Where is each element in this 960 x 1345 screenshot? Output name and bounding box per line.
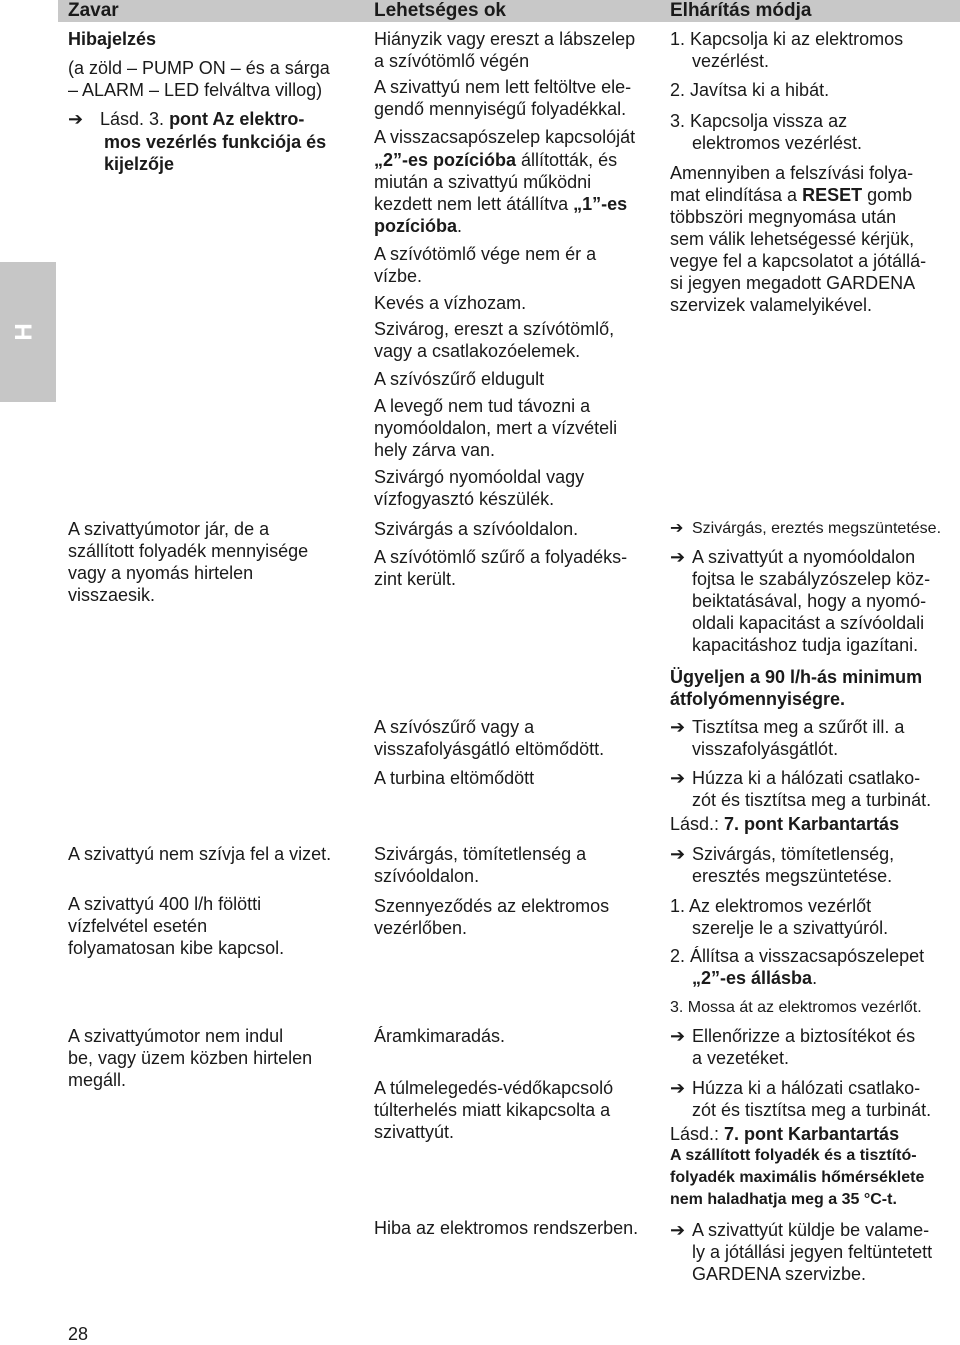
arrow-icon: ➔ (670, 1220, 686, 1240)
remedy-note: Amennyiben a felszívási folya- (670, 163, 914, 183)
remedy-step: ➔ Szivárgás, tömítetlenség, (670, 844, 895, 864)
arrow-icon: ➔ (670, 844, 686, 864)
problem-text: visszaesik. (68, 585, 156, 605)
cause-text: nyomóoldalon, mert a vízvételi (374, 418, 618, 438)
header-cause: Lehetséges ok (374, 0, 506, 21)
cause-text: miután a szivattyú működni (374, 172, 592, 192)
remedy-step: GARDENA szervizbe. (692, 1264, 867, 1284)
cause-text: pozícióba. (374, 216, 463, 236)
cause-text: Kevés a vízhozam. (374, 293, 527, 313)
language-tab-label: H (10, 323, 38, 341)
remedy-step: ➔ Szivárgás, ereztés megszüntetése. (670, 518, 941, 540)
problem-text: vagy a nyomás hirtelen (68, 563, 254, 583)
cause-text: hely zárva van. (374, 440, 496, 460)
remedy-step: ➔ Ellenőrizze a biztosítékot és (670, 1026, 916, 1046)
problem-reference: ➔ Lásd. 3. pont Az elektro- (68, 109, 305, 129)
cause-text: gendő mennyiségű folyadékkal. (374, 99, 627, 119)
cause-text: „2”-es pozícióba állították, és (374, 150, 618, 170)
problem-text: A szivattyúmotor nem indul (68, 1026, 284, 1046)
remedy-note: vegye fel a kapcsolatot a jótállá- (670, 251, 927, 271)
cause-text: A szívószűrő vagy a (374, 717, 535, 737)
remedy-step: zót és tisztítsa meg a turbinát. (692, 790, 932, 810)
remedy-step: ly a jótállási jegyen feltüntetett (692, 1242, 933, 1262)
language-tab (0, 262, 56, 402)
remedy-note: többszöri megnyomása után (670, 207, 897, 227)
remedy-step: ➔ A szivattyút küldje be valame- (670, 1220, 930, 1240)
cause-text: A túlmelegedés-védőkapcsoló (374, 1078, 614, 1098)
cause-text: Szivárgás, tömítetlenség a (374, 844, 587, 864)
cause-text: a szívótömlő végén (374, 51, 530, 71)
problem-text: (a zöld – PUMP ON – és a sárga (68, 58, 330, 78)
remedy-reference: Lásd.: 7. pont Karbantartás (670, 1124, 900, 1144)
remedy-step: 3. Kapcsolja vissza az (670, 111, 848, 131)
arrow-icon: ➔ (670, 520, 684, 537)
remedy-reference: Lásd.: 7. pont Karbantartás (670, 814, 900, 834)
cause-text: Áramkimaradás. (374, 1026, 506, 1046)
problem-text: folyamatosan kibe kapcsol. (68, 938, 285, 958)
problem-text: A szivattyú nem szívja fel a vizet. (68, 844, 332, 864)
remedy-step: fojtsa le szabályzószelep köz- (692, 569, 931, 589)
remedy-note: folyadék maximális hőmérséklete (670, 1169, 925, 1186)
remedy-step: ➔ A szivattyút a nyomóoldalon (670, 547, 916, 567)
remedy-step: elektromos vezérlést. (692, 133, 863, 153)
remedy-note: mat elindítása a RESET gomb (670, 185, 913, 205)
problem-text: A szivattyú 400 l/h fölötti (68, 894, 262, 914)
cause-text: Szennyeződés az elektromos (374, 896, 610, 916)
cause-text: szívóoldalon. (374, 866, 480, 886)
header-remedy: Elhárítás módja (670, 0, 812, 21)
remedy-step: beiktatásával, hogy a nyomó- (692, 591, 927, 611)
cause-text: A szivattyú nem lett feltöltve ele- (374, 77, 632, 97)
remedy-step: 2. Javítsa ki a hibát. (670, 80, 830, 100)
cause-text: A visszacsapószelep kapcsolóját (374, 127, 636, 147)
problem-text: – ALARM – LED felváltva villog) (68, 80, 323, 100)
remedy-step: eresztés megszüntetése. (692, 866, 893, 886)
cause-text: A szívótömlő vége nem ér a (374, 244, 597, 264)
problem-reference: mos vezérlés funkciója és (104, 132, 327, 152)
cause-text: A levegő nem tud távozni a (374, 396, 591, 416)
cause-text: A szívószűrő eldugult (374, 369, 545, 389)
remedy-note: sem válik lehetségessé kérjük, (670, 229, 915, 249)
remedy-note: átfolyómennyiségre. (670, 689, 846, 709)
remedy-note: si jegyen megadott GARDENA (670, 273, 916, 293)
cause-text: Szivárog, ereszt a szívótömlő, (374, 319, 615, 339)
cause-text: Hiányzik vagy ereszt a lábszelep (374, 29, 636, 49)
problem-text: szállított folyadék mennyisége (68, 541, 309, 561)
remedy-step: kapacitáshoz tudja igazítani. (692, 635, 919, 655)
cause-text: vagy a csatlakozóelemek. (374, 341, 581, 361)
problem-reference: kijelzője (104, 154, 175, 174)
remedy-step: 1. Az elektromos vezérlőt (670, 896, 872, 916)
arrow-icon: ➔ (670, 768, 686, 788)
remedy-step: oldali kapacitást a szívóoldali (692, 613, 925, 633)
cause-text: vezérlőben. (374, 918, 468, 938)
remedy-step: 2. Állítsa a visszacsapószelepet (670, 946, 925, 966)
cause-text: zint került. (374, 569, 457, 589)
cause-text: Hiba az elektromos rendszerben. (374, 1218, 639, 1238)
remedy-step: visszafolyásgátlót. (692, 739, 839, 759)
cause-text: Szivárgó nyomóoldal vagy (374, 467, 585, 487)
arrow-icon: ➔ (670, 1078, 686, 1098)
remedy-step: szerelje le a szivattyúról. (692, 918, 889, 938)
arrow-icon: ➔ (670, 1026, 686, 1046)
problem-text: be, vagy üzem közben hirtelen (68, 1048, 313, 1068)
arrow-icon: ➔ (670, 547, 686, 567)
remedy-note: nem haladhatja meg a 35 °C-t. (670, 1191, 897, 1208)
remedy-step: 3. Mossa át az elektromos vezérlőt. (670, 999, 922, 1016)
remedy-step: 1. Kapcsolja ki az elektromos (670, 29, 904, 49)
remedy-step: ➔ Tisztítsa meg a szűrőt ill. a (670, 717, 905, 737)
cause-text: Szivárgás a szívóoldalon. (374, 519, 579, 539)
remedy-note: szervizek valamelyikével. (670, 295, 873, 315)
cause-text: A szívótömlő szűrő a folyadéks- (374, 547, 628, 567)
remedy-step: vezérlést. (692, 51, 770, 71)
table-header (58, 0, 960, 22)
problem-text: A szivattyúmotor jár, de a (68, 519, 270, 539)
problem-text: megáll. (68, 1070, 127, 1090)
cause-text: kezdett nem lett átállítva „1”-es (374, 194, 628, 214)
remedy-step: ➔ Húzza ki a hálózati csatlako- (670, 768, 921, 788)
remedy-step: „2”-es állásba. (692, 968, 818, 988)
cause-text: vízfogyasztó készülék. (374, 489, 555, 509)
cause-text: A turbina eltömődött (374, 768, 535, 788)
remedy-step: zót és tisztítsa meg a turbinát. (692, 1100, 932, 1120)
remedy-step: a vezetéket. (692, 1048, 790, 1068)
cause-text: visszafolyásgátló eltömődött. (374, 739, 605, 759)
remedy-note: Ügyeljen a 90 l/h-ás minimum (670, 667, 923, 687)
remedy-note: A szállított folyadék és a tisztító- (670, 1147, 917, 1164)
arrow-icon: ➔ (670, 717, 686, 737)
cause-text: szivattyút. (374, 1122, 455, 1142)
problem-text: vízfelvétel esetén (68, 916, 208, 936)
remedy-step: ➔ Húzza ki a hálózati csatlako- (670, 1078, 921, 1098)
problem-title: Hibajelzés (68, 29, 157, 49)
cause-text: vízbe. (374, 266, 423, 286)
page-number: 28 (68, 1324, 89, 1344)
cause-text: túlterhelés miatt kikapcsolta a (374, 1100, 611, 1120)
header-problem: Zavar (68, 0, 119, 21)
arrow-icon: ➔ (68, 109, 84, 129)
